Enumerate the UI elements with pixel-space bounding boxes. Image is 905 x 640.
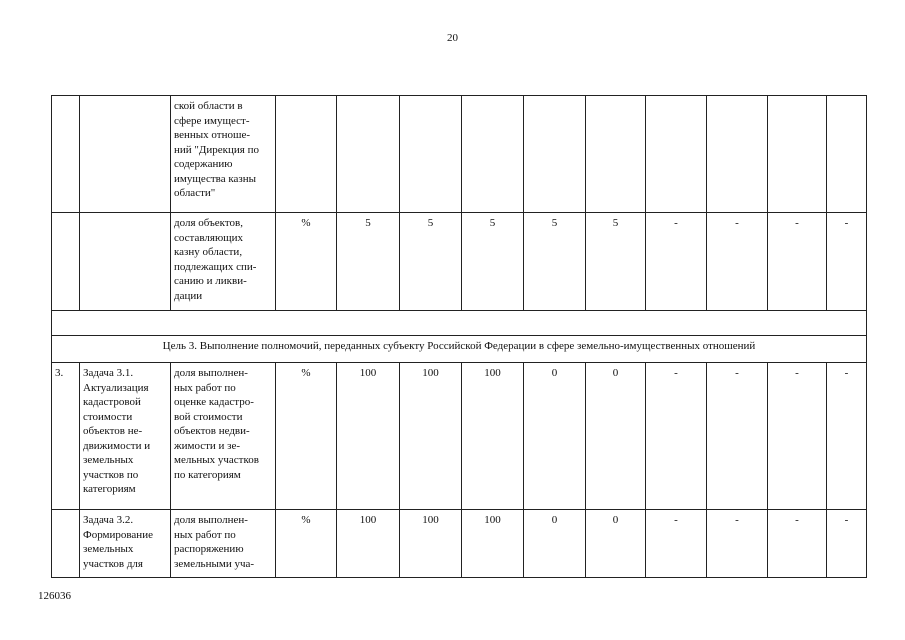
value-cell bbox=[337, 96, 400, 213]
value-cell: 100 bbox=[337, 363, 400, 510]
value-cell bbox=[524, 96, 586, 213]
document-id: 126036 bbox=[38, 590, 71, 602]
value-cell: - bbox=[827, 510, 867, 578]
value-cell: 5 bbox=[337, 213, 400, 311]
value-cell: - bbox=[827, 213, 867, 311]
value-cell: - bbox=[827, 363, 867, 510]
value-cell: - bbox=[646, 363, 707, 510]
value-cell: 0 bbox=[524, 510, 586, 578]
value-cell: 0 bbox=[524, 363, 586, 510]
value-cell: - bbox=[707, 363, 768, 510]
value-cell: - bbox=[707, 213, 768, 311]
value-cell: 100 bbox=[462, 363, 524, 510]
value-cell: - bbox=[768, 213, 827, 311]
table-row bbox=[52, 510, 867, 578]
value-cell: 100 bbox=[400, 510, 462, 578]
task-cell: Задача 3.1. Актуализация кадастровой стоимости объектов не- движимости и земельных участков по категориям bbox=[80, 363, 171, 510]
row-number-cell bbox=[52, 510, 80, 578]
value-cell bbox=[400, 96, 462, 213]
value-cell: 5 bbox=[586, 213, 646, 311]
value-cell: 5 bbox=[524, 213, 586, 311]
value-cell bbox=[827, 96, 867, 213]
unit-cell: % bbox=[276, 213, 337, 311]
empty-cell bbox=[52, 311, 867, 336]
goal-heading: Цель 3. Выполнение полномочий, переданных субъекту Российской Федерации в сфере земельно-имущественных отношений bbox=[52, 336, 867, 363]
unit-cell: % bbox=[276, 510, 337, 578]
indicator-cell: доля объектов, составляющих казну области, подлежащих спи- санию и ликви- дации bbox=[171, 213, 276, 311]
value-cell: 100 bbox=[462, 510, 524, 578]
row-number-cell bbox=[52, 213, 80, 311]
unit-cell bbox=[276, 96, 337, 213]
table-row bbox=[52, 363, 867, 510]
task-cell: Задача 3.2. Формирование земельных участков для bbox=[80, 510, 171, 578]
indicator-cell: доля выполнен- ных работ по распоряжению земельными уча- bbox=[171, 510, 276, 578]
value-cell: 0 bbox=[586, 510, 646, 578]
value-cell: 0 bbox=[586, 363, 646, 510]
value-cell: - bbox=[707, 510, 768, 578]
value-cell bbox=[707, 96, 768, 213]
value-cell bbox=[768, 96, 827, 213]
value-cell bbox=[586, 96, 646, 213]
goal-row bbox=[52, 336, 867, 363]
unit-cell: % bbox=[276, 363, 337, 510]
task-cell bbox=[80, 96, 171, 213]
indicator-cell: доля выполнен- ных работ по оценке кадастро- вой стоимости объектов недви- жимости и зе- мельных участков по категориям bbox=[171, 363, 276, 510]
value-cell: 100 bbox=[337, 510, 400, 578]
value-cell bbox=[462, 96, 524, 213]
value-cell: 5 bbox=[462, 213, 524, 311]
row-number-cell bbox=[52, 96, 80, 213]
task-cell bbox=[80, 213, 171, 311]
indicator-cell: ской области в сфере имущест- венных отноше- ний "Дирекция по содержанию имущества казны области" bbox=[171, 96, 276, 213]
indicator-table bbox=[51, 95, 867, 578]
table-row-empty bbox=[52, 311, 867, 336]
value-cell: 100 bbox=[400, 363, 462, 510]
value-cell: - bbox=[646, 213, 707, 311]
value-cell: - bbox=[768, 510, 827, 578]
value-cell: - bbox=[646, 510, 707, 578]
row-number-cell: 3. bbox=[52, 363, 80, 510]
table-row bbox=[52, 96, 867, 213]
value-cell bbox=[646, 96, 707, 213]
table-row bbox=[52, 213, 867, 311]
page-number: 20 bbox=[447, 32, 458, 44]
value-cell: 5 bbox=[400, 213, 462, 311]
value-cell: - bbox=[768, 363, 827, 510]
